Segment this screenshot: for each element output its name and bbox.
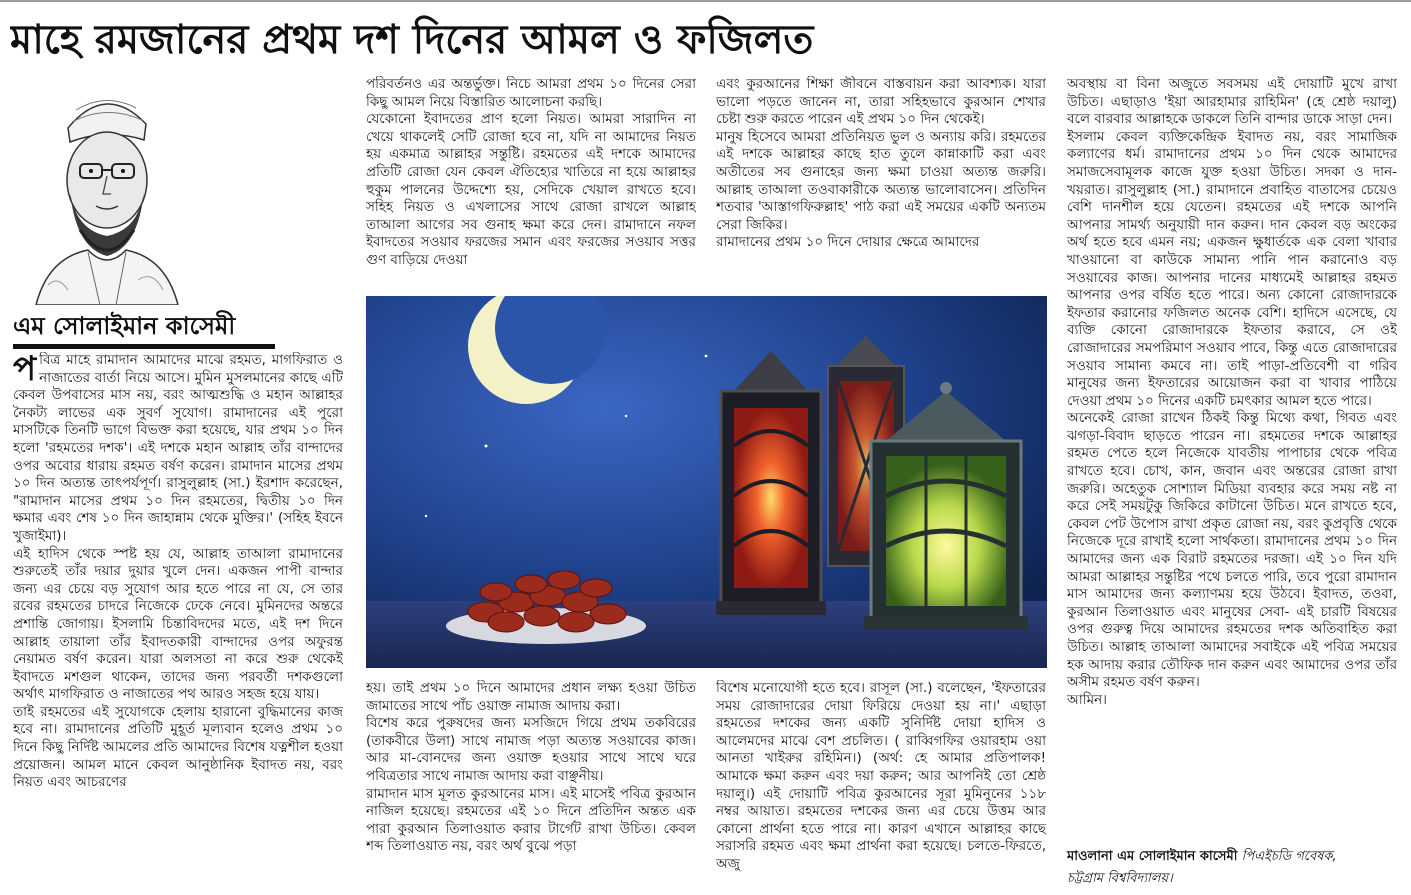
paragraph: আমিন। — [1067, 691, 1107, 708]
article-column-2-top — [366, 76, 696, 291]
article-headline: মাহে রমজানের প্রথম দশ দিনের আমল ও ফজিলত — [10, 17, 814, 63]
top-rule — [0, 0, 1411, 2]
paragraph-text: বিত্র মাহে রামাদান আমাদের মাঝে রহমত, মাগফিরাত ও নাজাতের বার্তা নিয়ে আসে। মুমিন মুসলমানের কাছে এটি কেবল উপবাসের মাস নয়, বরং আত্মশুদ্ধি ও মহান আল্লাহর নৈকট্য লাভের এক সুবর্ণ সুযোগ। রামাদানের এই পুরো মাসটিকে তিনটি ভাগে বিভক্ত করা হয়েছে, যার প্রথম ১০ দিন হলো 'রহমতের দশক'। এই দশকে মহান আল্লাহ তাঁর বান্দাদের ওপর অবোর ধারায় রহমত বর্ষণ করেন। রামাদান মাসের প্রথম ১০ দিন অত্যন্ত তাৎপর্যপূর্ণ। রাসুলুল্লাহ (সা.) ইরশাদ করেছেন, "রামাদান মাসের প্রথম ১০ দিন রহমতের, দ্বিতীয় ১০ দিন ক্ষমার এবং শেষ ১০ দিন জাহান্নাম থেকে মুক্তির।' (সহিহ ইবনে খুজাইমা)। — [13, 352, 343, 544]
article-column-1 — [13, 352, 343, 892]
paragraph: বিশেষ মনোযোগী হতে হবে। রাসূল (সা.) বলেছেন, 'ইফতারের সময় রোজাদারের দোয়া ফিরিয়ে দেওয়া হয় না।' এছাড়া রহমতের দশকের জন্য একটি সুনির্দিষ্ট দোয়া হাদিস ও আলেমদের মাঝে বেশ প্রচলিত। ( রাব্বিগফির ওয়ারহাম ওয়া আনতা খাইরুর রহিমিন।) (অর্থ: হে আমার প্রতিপালক! আমাকে ক্ষমা করুন এবং দয়া করুন; আর আপনিই তো শ্রেষ্ঠ দয়ালু।) এই দোয়াটি পবিত্র কুরআনের সূরা মুমিনুনের ১১৮ নম্বর আয়াত। রহমতের দশকের জন্য এর চেয়ে উত্তম আর কোনো প্রার্থনা হতে পারে না। কারণ এখানে আল্লাহর কাছে সরাসরি রহমত এবং ক্ষমা প্রার্থনা করা হয়েছে। চলতে-ফিরতে, অজু — [716, 680, 1046, 872]
article-column-3-top — [716, 76, 1046, 291]
article-column-2-bottom — [366, 680, 696, 892]
paragraph: এই হাদিস থেকে স্পষ্ট হয় যে, আল্লাহ তাআলা রামাদানের শুরুতেই তাঁর দয়ার দুয়ার খুলে দেন। একজন পাপী বান্দার জন্য এর চেয়ে বড় সুযোগ আর হতে পারে না যে, সে তার রবের রহমতের চাদরে নিজেকে ঢেকে নেবে। মুমিনদের অন্তরে প্রশান্তি জোগায়। ইসলামি চিন্তাবিদদের মতে, এই দশ দিনে আল্লাহ তায়ালা তাঁর ইবাদতকারী বান্দাদের ওপর অফুরন্ত নেয়ামত বর্ষণ করেন। যারা অলসতা না করে শুরু থেকেই ইবাদতে মশগুল থাকেন, তাদের জন্য পরবর্তী দশকগুলো অর্থাৎ মাগফিরাত ও নাজাতের পথ আরও সহজ হয়ে যায়। — [13, 545, 343, 703]
ramadan-lantern-image — [366, 296, 1047, 668]
paragraph: অবস্থায় বা বিনা অজুতে সবসময় এই দোয়াটি মুখে রাখা উচিত। এছাড়াও 'ইয়া আরহামার রাহিমিন' (হে শ্রেষ্ঠ দয়ালু) বলে বারবার আল্লাহকে ডাকলে তিনি বান্দার ডাকে সাড়া দেন। — [1067, 76, 1397, 128]
article-column-3-bottom — [716, 680, 1046, 892]
paragraph: রামাদানের প্রথম ১০ দিনে দোয়ার ক্ষেত্রে আমাদের — [716, 234, 980, 251]
paragraph: বিশেষ করে পুরুষদের জন্য মসজিদে গিয়ে প্রথম তকবিরের (তাকবীরে উলা) সাথে নামাজ পড়া অত্যন্ত সওয়াবের কাজ। আর মা-বোনদের জন্য ওয়াক্ত হওয়ার সাথে সাথে ঘরে পবিত্রতার সাথে নামাজ আদায় করা বাঞ্ছনীয়। — [366, 715, 696, 784]
paragraph: যেকোনো ইবাদতের প্রাণ হলো নিয়ত। আমরা সারাদিন না খেয়ে থাকলেই সেটি রোজা হবে না, যদি না আমাদের নিয়ত হয় একমাত্র আল্লাহর সন্তুষ্টি। রহমতের এই দশকে আমাদের প্রতিটি রোজা যেন কেবল ঐতিহ্যের খাতিরে না হয়ে আল্লাহর হুকুম পালনের উদ্দেশ্যে হয়, সেদিকে খেয়াল রাখতে হবে। সহিহ নিয়ত ও এখলাসের সাথে রোজা রাখলে আল্লাহ তাআলা আগের সব গুনাহ ক্ষমা করে দেন। রামাদানে নফল ইবাদতের সওয়াব ফরজের সমান এবং ফরজের সওয়াব সত্তর গুণ বাড়িয়ে দেওয়া — [366, 111, 696, 268]
article-column-4 — [1067, 76, 1397, 836]
author-sketch-image — [28, 80, 183, 305]
paragraph: তাই রহমতের এই সুযোগকে হেলায় হারানো বুদ্ধিমানের কাজ হবে না। রামাদানের প্রতিটি মুহূর্ত মূল্যবান হলেও প্রথম ১০ দিনে কিছু নির্দিষ্ট আমলের প্রতি আমাদের বিশেষ যত্নশীল হওয়া প্রয়োজন। আমল মানে কেবল আনুষ্ঠানিক ইবাদত নয়, বরং নিয়ত এবং আচরণের — [13, 703, 343, 791]
paragraph — [13, 352, 343, 546]
drop-cap: প — [13, 352, 37, 389]
paragraph: মানুষ হিসেবে আমরা প্রতিনিয়ত ভুল ও অন্যায় করি। রহমতের এই দশকে আল্লাহর কাছে হাত তুলে কান্নাকাটি করা এবং অতীতের সব গুনাহের জন্য ক্ষমা চাওয়া অত্যন্ত জরুরি। আল্লাহ তাআলা তওবাকারীকে অত্যন্ত ভালোবাসেন। প্রতিদিন শতবার 'আস্তাগফিরুল্লাহ' পাঠ করা এই সময়ের একটি অন্যতম সেরা জিকির। — [716, 128, 1046, 233]
paragraph: অনেকেই রোজা রাখেন ঠিকই কিন্তু মিথ্যে কথা, গিবত এবং ঝগড়া-বিবাদ ছাড়তে পারেন না। রহমতের দশকে আল্লাহর রহমত পেতে হলে নিজেকে যাবতীয় পাপাচার থেকে পবিত্র রাখতে হবে। চোখ, কান, জবান এবং অন্তরের রোজা রাখা জরুরি। অহেতুক সোশ্যাল মিডিয়া ব্যবহার করে সময় নষ্ট না করে সেই সময়টুকু জিকিরে কাটানো উচিত। মনে রাখতে হবে, কেবল পেট উপোস রাখা প্রকৃত রোজা নয়, বরং কুপ্রবৃত্তি থেকে নিজেকে দূরে রাখাই হলো সার্থকতা। রামাদানের প্রথম ১০ দিন আমাদের জন্য এক বিরাট রহমতের দরজা। এই ১০ দিন যদি আমরা আল্লাহর সন্তুষ্টির পথে চলতে পারি, তবে পুরো রামাদান মাস আমাদের জন্য কল্যাণময় হয়ে উঠবে। ইবাদত, তওবা, কুরআন তিলাওয়াত এবং মানুষের সেবা- এই চারটি বিষয়ের ওপর গুরুত্ব দিয়ে আমাদের রহমতের দশক অতিবাহিত করা উচিত। আল্লাহ তাআলা আমাদের সবাইকে এই পবিত্র সময়ের হক আদায় করার তৌফিক দান করুন এবং আমাদের ওপর তাঁর অসীম রহমত বর্ষণ করুন। — [1067, 410, 1397, 691]
paragraph: ইসলাম কেবল ব্যক্তিকেন্দ্রিক ইবাদত নয়, বরং সামাজিক কল্যাণের ধর্ম। রামাদানের প্রথম ১০ দিন থেকে আমাদের সমাজসেবামূলক কাজে যুক্ত হওয়া উচিত। সদকা ও দান-খয়রাত। রাসুলুল্লাহ (সা.) রামাদানে প্রবাহিত বাতাসের চেয়েও বেশি দানশীল হয়ে যেতেন। রহমতের এই দশকে আপনি আপনার সামর্থ্য অনুযায়ী দান করুন। দান কেবল বড় অংকের অর্থ হতে হবে এমন নয়; একজন ক্ষুধার্তকে এক বেলা খাবার খাওয়ানো বা কাউকে সামান্য পানি পান করানোও বড় সওয়াবের কাজ। আপনার দানের মাধ্যমেই আল্লাহর রহমত আপনার ওপর বর্ষিত হতে পারে। অন্য কোনো রোজাদারকে ইফতার করানোর ফজিলত অনেক বেশি। হাদিসে এসেছে, যে ব্যক্তি কোনো রোজাদারকে ইফতার করাবে, সে ওই রোজাদারের সমপরিমাণ সওয়াব পাবে, কিন্তু এতে রোজাদারের সওয়াব সামান্য কমবে না। তাই পাড়া-প্রতিবেশী বা গরিব মানুষের জন্য ইফতারের আয়োজন করা বা খাবার পাঠিয়ে দেওয়া প্রথম ১০ দিনের একটি চমৎকার আমল হতে পারে। — [1067, 128, 1397, 409]
signature-title: পিএইচডি গবেষক, — [1241, 849, 1337, 864]
paragraph: হয়। তাই প্রথম ১০ দিনে আমাদের প্রধান লক্ষ্য হওয়া উচিত জামাতের সাথে পাঁচ ওয়াক্ত নামাজ আদায় করা। — [366, 680, 696, 714]
paragraph: রামাদান মাস মূলত কুরআনের মাস। এই মাসেই পবিত্র কুরআন নাজিল হয়েছে। রহমতের এই ১০ দিনে প্রতিদিন অন্তত এক পারা কুরআন তিলাওয়াত করার টার্গেট রাখা উচিত। কেবল শব্দ তিলাওয়াত নয়, বরং অর্থ বুঝে পড়া — [366, 785, 696, 855]
author-portrait — [28, 80, 183, 305]
paragraph: এবং কুরআনের শিক্ষা জীবনে বাস্তবায়ন করা আবশ্যক। যারা ভালো পড়তে জানেন না, তারা সহিহভাবে কুরআন শেখার চেষ্টা শুরু করতে পারেন এই প্রথম ১০ দিন থেকেই। — [716, 76, 1046, 128]
author-rule — [13, 344, 275, 349]
signature-name: মাওলানা এম সোলাইমান কাসেমী — [1067, 849, 1238, 864]
ramadan-lantern-photo — [366, 296, 1047, 668]
paragraph: পরিবর্তনও এর অন্তর্ভুক্ত। নিচে আমরা প্রথম ১০ দিনের সেরা কিছু আমল নিয়ে বিস্তারিত আলোচনা করছি। — [366, 76, 696, 110]
signature-university: চট্টগ্রাম বিশ্ববিদ্যালয়। — [1067, 871, 1173, 886]
author-signature — [1067, 846, 1402, 890]
author-name: এম সোলাইমান কাসেমী — [13, 312, 236, 340]
